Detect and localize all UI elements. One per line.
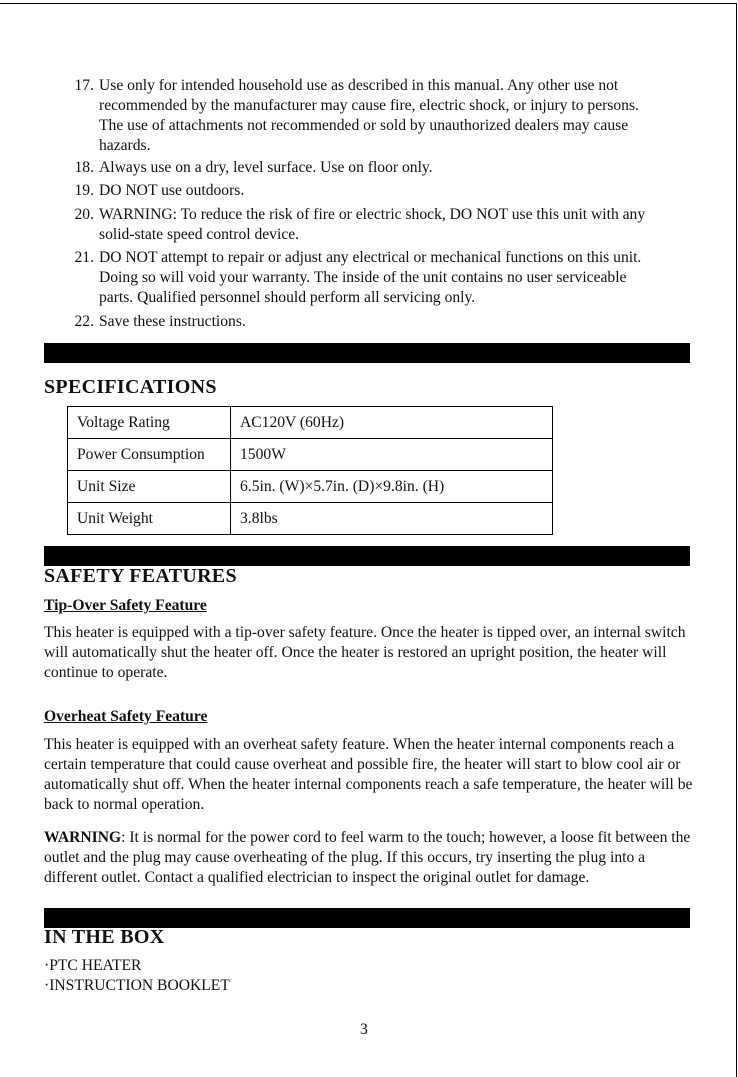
instruction-19-line-1: DO NOT use outdoors. xyxy=(99,182,245,199)
table-row xyxy=(68,471,553,503)
specifications-heading: SPECIFICATIONS xyxy=(44,376,217,398)
safety-features-heading: SAFETY FEATURES xyxy=(44,565,237,587)
section-divider-bar xyxy=(44,343,690,363)
overheat-paragraph: This heater is equipped with an overheat safety feature. When the heater internal components reach a certain temperature that could cause overheat and possible fire, the heater will start to blow cool air or automatically shut off. When the heater internal components reach a safe temperature, the heater will be back to normal operation. xyxy=(44,736,693,813)
instruction-17-line-2: recommended by the manufacturer may cause fire, electric shock, or injury to persons. xyxy=(99,97,639,114)
instruction-17-number: 17. xyxy=(74,77,94,94)
in-the-box-heading: IN THE BOX xyxy=(44,926,165,948)
overheat-subheading: Overheat Safety Feature xyxy=(44,708,208,725)
instruction-20-line-1: WARNING: To reduce the risk of fire or electric shock, DO NOT use this unit with any xyxy=(99,206,646,223)
instruction-21-number: 21. xyxy=(74,249,94,266)
instruction-20-line-2: solid-state speed control device. xyxy=(99,226,300,243)
instruction-22-line-1: Save these instructions. xyxy=(99,313,246,330)
specifications-table xyxy=(67,406,553,535)
warning-paragraph xyxy=(44,828,694,888)
spec-label: Voltage Rating xyxy=(68,407,231,439)
spec-value: 1500W xyxy=(231,439,553,471)
spec-label: Power Consumption xyxy=(68,439,231,471)
spec-label: Unit Size xyxy=(68,471,231,503)
box-item-heater: ·PTC HEATER xyxy=(44,957,142,974)
instruction-21-line-2: Doing so will void your warranty. The inside of the unit contains no user serviceable xyxy=(99,269,627,286)
warning-text: : It is normal for the power cord to feel warm to the touch; however, a loose fit between the outlet and the plug may cause overheating of the plug. If this occurs, try inserting the plug into a different outlet. Contact a qualified electrician to inspect the original outlet for damage. xyxy=(44,829,691,886)
page-number: 3 xyxy=(360,1021,368,1038)
page-border-top xyxy=(0,3,736,4)
spec-value: AC120V (60Hz) xyxy=(231,407,553,439)
instruction-19-number: 19. xyxy=(74,182,94,199)
instruction-21-line-3: parts. Qualified personnel should perform all servicing only. xyxy=(99,289,476,306)
spec-value: 6.5in. (W)×5.7in. (D)×9.8in. (H) xyxy=(231,471,553,503)
table-row xyxy=(68,503,553,535)
instruction-17-line-1: Use only for intended household use as described in this manual. Any other use not xyxy=(99,77,619,94)
instruction-17-line-3: The use of attachments not recommended or sold by unauthorized dealers may cause xyxy=(99,117,629,134)
instruction-20-number: 20. xyxy=(74,206,94,223)
tip-over-subheading: Tip-Over Safety Feature xyxy=(44,597,207,614)
instruction-18-number: 18. xyxy=(74,159,94,176)
instruction-17-line-4: hazards. xyxy=(99,137,151,154)
box-item-booklet: ·INSTRUCTION BOOKLET xyxy=(44,977,230,994)
warning-label: WARNING xyxy=(44,829,122,846)
table-row xyxy=(68,407,553,439)
spec-label: Unit Weight xyxy=(68,503,231,535)
instruction-21-line-1: DO NOT attempt to repair or adjust any electrical or mechanical functions on this unit. xyxy=(99,249,642,266)
tip-over-paragraph: This heater is equipped with a tip-over safety feature. Once the heater is tipped over, an internal switch will automatically shut the heater off. Once the heater is restored an upright position, the heater will continue to operate. xyxy=(44,624,686,681)
section-divider-bar xyxy=(44,546,690,566)
instruction-22-number: 22. xyxy=(74,313,94,330)
spec-value: 3.8lbs xyxy=(231,503,553,535)
table-row xyxy=(68,439,553,471)
section-divider-bar xyxy=(44,908,690,928)
instruction-18-line-1: Always use on a dry, level surface. Use on floor only. xyxy=(99,159,433,176)
page-border-right xyxy=(736,3,737,1077)
